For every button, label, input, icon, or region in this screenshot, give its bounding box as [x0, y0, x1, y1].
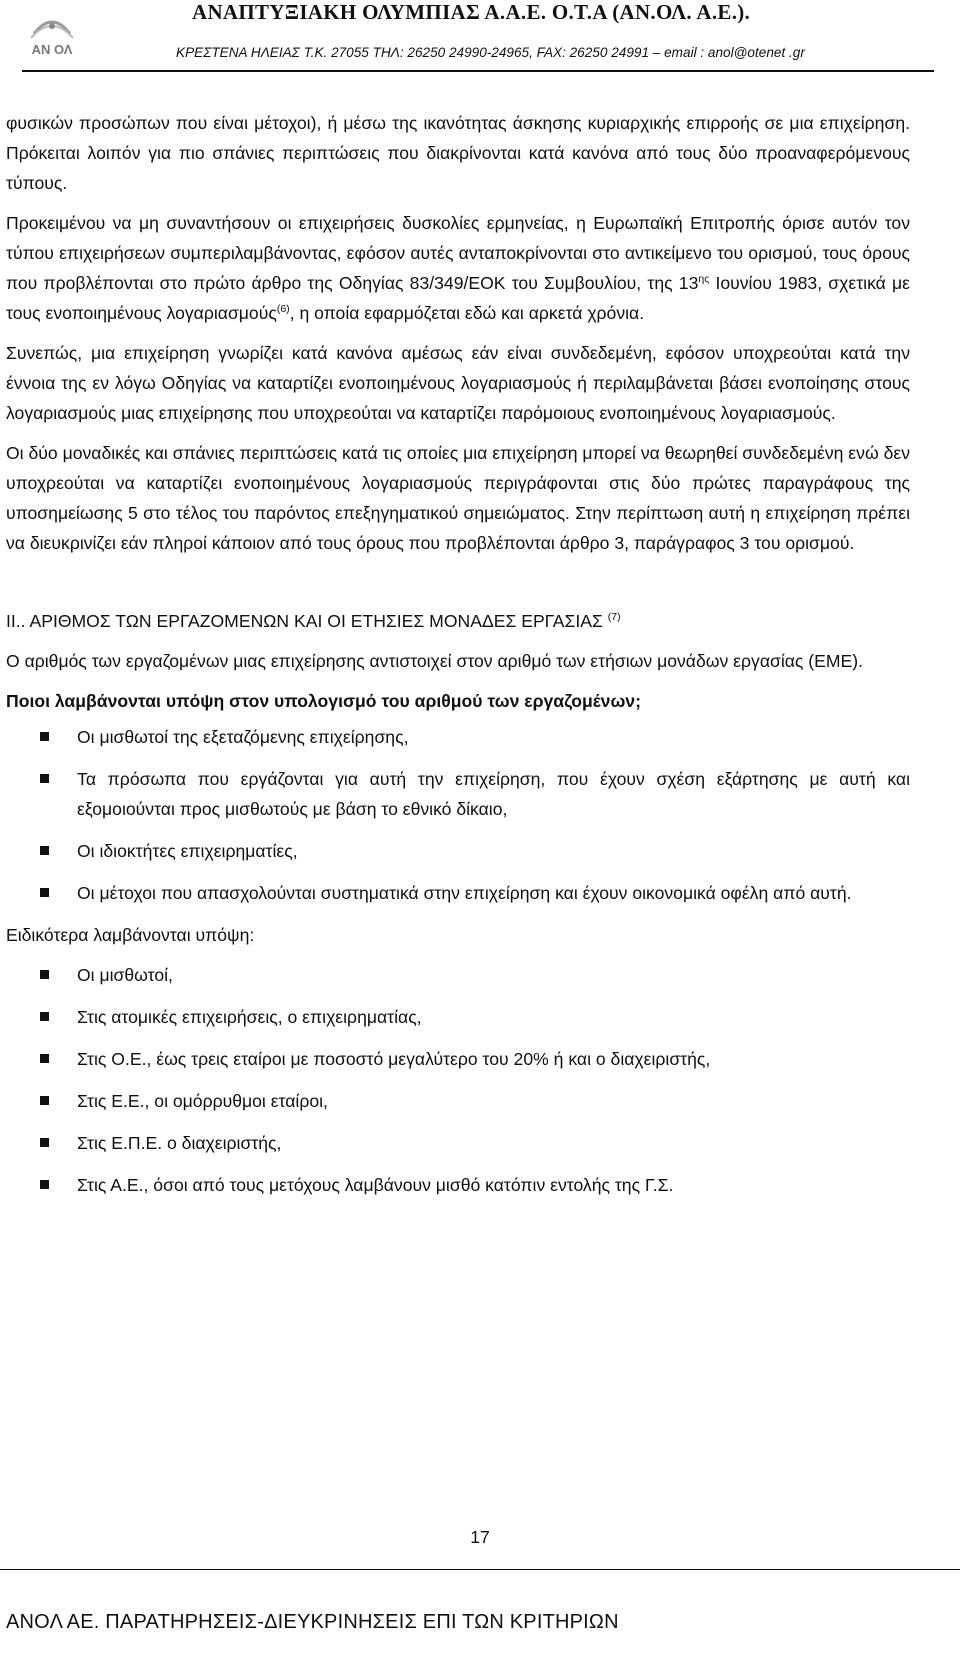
paragraph-6: Ειδικότερα λαμβάνονται υπόψη: [6, 925, 255, 945]
list-item: Στις Ε.Ε., οι ομόρρυθμοι εταίροι, [6, 1086, 910, 1116]
document-body [6, 108, 910, 1212]
page-number: 17 [470, 1527, 490, 1547]
paragraph-3: Συνεπώς, μια επιχείρηση γνωρίζει κατά κανόνα αμέσως εάν είναι συνδεδεμένη, εφόσον υποχρεούται κατά την έννοια της εν λόγω Οδηγίας να καταρτίζει ενοποιημένους λογαριασμούς ή περιλαμβάνεται βάσει ενοποίησης στους λογαριασμούς μιας επιχείρησης που υποχρεούται να καταρτίζει παρόμοιους ενοποιημένους λογαριασμούς. [6, 343, 910, 423]
footer-divider [0, 1569, 960, 1570]
page-header [0, 0, 960, 92]
bullet-list-1 [6, 722, 910, 908]
list-item: Στις Ε.Π.Ε. ο διαχειριστής, [6, 1128, 910, 1158]
bullet-list-2 [6, 960, 910, 1200]
superscript-ordinal: ης [698, 273, 710, 285]
page-footer: ΑΝΟΛ ΑΕ. ΠΑΡΑΤΗΡΗΣΕΙΣ-ΔΙΕΥΚΡΙΝΗΣΕΙΣ ΕΠΙ ΤΩΝ ΚΡΙΤΗΡΙΩΝ [6, 1611, 619, 1633]
paragraph-4: Οι δύο μοναδικές και σπάνιες περιπτώσεις κατά τις οποίες μια επιχείρηση μπορεί να θεωρηθεί συνδεδεμένη ενώ δεν υποχρεούται να καταρτίζει ενοποιημένους λογαριασμούς περιγράφονται στις δύο πρώτες παραγράφους της υποσημείωσης 5 στο τέλος του παρόντος επεξηγηματικού σημειώματος. Στην περίπτωση αυτή η επιχείρηση πρέπει να διευκρινίζει εάν πληροί κάποιον από τους όρους που προβλέπονται άρθρο 3, παράγραφος 3 του ορισμού. [6, 443, 910, 553]
logo-text: ΑΝ ΟΛ [31, 42, 73, 57]
list-item: Οι ιδιοκτήτες επιχειρηματίες, [6, 836, 910, 866]
list-item: Τα πρόσωπα που εργάζονται για αυτή την επιχείρηση, που έχουν σχέση εξάρτησης με αυτή και εξομοιούνται προς μισθωτούς με βάση το εθνικό δίκαιο, [6, 764, 910, 824]
paragraph-2 [6, 208, 910, 328]
organization-title: ΑΝΑΠΤΥΞΙΑΚΗ ΟΛΥΜΠΙΑΣ Α.Α.Ε. Ο.Τ.Α (ΑΝ.ΟΛ. Α.Ε.). [192, 0, 751, 24]
list-item: Στις Ο.Ε., έως τρεις εταίροι με ποσοστό μεγαλύτερο του 20% ή και ο διαχειριστής, [6, 1044, 910, 1074]
paragraph-2-text-b: Ιουνίου 1983, σχετικά με τους ενοποιημένους λογαριασμούς [6, 273, 911, 323]
paragraph-2-text-a: Προκειμένου να μη συναντήσουν οι επιχειρήσεις δυσκολίες ερμηνείας, η Ευρωπαϊκή Επιτροπής όρισε αυτόν τον τύπου επιχειρήσεων συμπεριλαμβάνοντας, εφόσον αυτές ανταποκρίνονται στο αντικείμενο του ορισμού, τους όρους που προβλέπονται στο πρώτο άρθρο της Οδηγίας 83/349/ΕΟΚ του Συμβουλίου, της 13 [6, 213, 910, 293]
section-spacer [6, 568, 910, 606]
section-title-text: ΙΙ.. ΑΡΙΘΜΟΣ ΤΩΝ ΕΡΓΑΖΟΜΕΝΩΝ ΚΑΙ ΟΙ ΕΤΗΣΙΕΣ ΜΟΝΑΔΕΣ ΕΡΓΑΣΙΑΣ [6, 611, 603, 631]
paragraph-5: Ο αριθμός των εργαζομένων μιας επιχείρησης αντιστοιχεί στον αριθμό των ετήσιων μονάδων εργασίας (ΕΜΕ). [6, 651, 864, 671]
list-item: Οι μέτοχοι που απασχολούνται συστηματικά στην επιχείρηση και έχουν οικονομικά οφέλη από αυτή. [6, 878, 910, 908]
list-item: Οι μισθωτοί της εξεταζόμενης επιχείρησης, [6, 722, 910, 752]
section-title [6, 606, 910, 636]
header-divider [22, 70, 934, 72]
list-item: Στις Α.Ε., όσοι από τους μετόχους λαμβάνουν μισθό κατόπιν εντολής της Γ.Σ. [6, 1170, 910, 1200]
footnote-ref-6: (6) [276, 303, 290, 315]
footnote-ref-7: (7) [607, 611, 621, 623]
contact-info: ΚΡΕΣΤΕΝΑ ΗΛΕΙΑΣ Τ.Κ. 27055 ΤΗΛ: 26250 24990-24965, FAX: 26250 24991 – email : anol@otenet .gr [176, 45, 805, 60]
paragraph-2-text-c: , η οποία εφαρμόζεται εδώ και αρκετά χρόνια. [289, 303, 645, 323]
paragraph-1: φυσικών προσώπων που είναι μέτοχοι), ή μέσω της ικανότητας άσκησης κυριαρχικής επιρροής σε μια επιχείρηση. Πρόκειται λοιπόν για πιο σπάνιες περιπτώσεις που διακρίνονται κατά κανόνα από τους δύο προαναφερόμενους τύπους. [6, 113, 910, 193]
list-item: Οι μισθωτοί, [6, 960, 910, 990]
list-item: Στις ατομικές επιχειρήσεις, ο επιχειρηματίας, [6, 1002, 910, 1032]
anol-logo [22, 4, 82, 64]
bold-question: Ποιοι λαμβάνονται υπόψη στον υπολογισμό του αριθμού των εργαζομένων; [6, 691, 641, 711]
